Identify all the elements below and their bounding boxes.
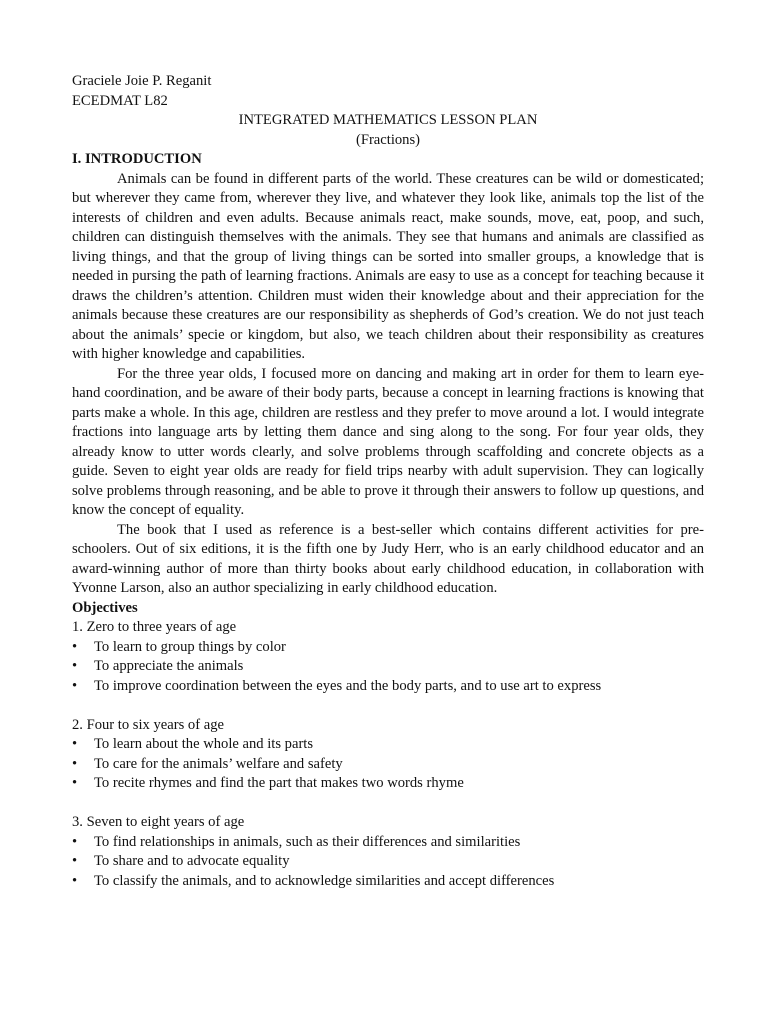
introduction-heading: I. INTRODUCTION: [72, 151, 202, 167]
document-title: INTEGRATED MATHEMATICS LESSON PLAN: [238, 112, 538, 128]
list-item-text: To find relationships in animals, such as their differences and similarities: [94, 833, 521, 850]
list-item: [72, 774, 704, 794]
bullet-icon: •: [72, 853, 78, 869]
introduction-paragraph-1: Animals can be found in different parts of the world. These creatures can be wild or domesticated; but wherever they came from, wherever they live, and whatever they look like, animals top the list of the interests of children and even adults. Because animals react, make sounds, move, eat, poop, and such, children can distinguish themselves with the animals. They see that humans and animals are classified as living things, and that the group of living things can be sorted into smaller groups, a knowledge that is needed in pursing the path of learning fractions. Animals are easy to use as a concept for teaching because it draws the children’s attention. Children must widen their knowledge about and their appreciation for the animals because these creatures are our responsibility as shepherds of God’s creation. We do not just teach about the animals’ specie or kingdom, but also, we teach children about their responsibility as creatures with higher knowledge and capabilities.: [72, 170, 704, 362]
bullet-icon: •: [72, 775, 78, 791]
objectives-list: [72, 833, 704, 892]
objectives-group-title: 3. Seven to eight years of age: [72, 814, 245, 830]
objectives-group-3: [72, 813, 704, 891]
section-spacer: [72, 696, 704, 716]
section-spacer: [72, 794, 704, 814]
introduction-paragraph-3: The book that I used as reference is a best-seller which contains different activities for pre-schoolers. Out of six editions, it is the fifth one by Judy Herr, who is an early childhood educator and an award-winning author of more than thirty books about early childhood education, in collaboration with Yvonne Larson, also an author specializing in early childhood education.: [72, 521, 704, 596]
introduction-body: [72, 170, 704, 599]
list-item: [72, 657, 704, 677]
course-code: ECEDMAT L82: [72, 92, 168, 109]
bullet-icon: •: [72, 833, 78, 850]
bullet-icon: •: [72, 677, 78, 694]
objectives-heading: Objectives: [72, 599, 138, 616]
list-item-text: To learn to group things by color: [94, 638, 286, 655]
list-item: [72, 677, 704, 697]
list-item-text: To share and to advocate equality: [94, 853, 290, 869]
list-item: [72, 833, 704, 853]
objectives-list: [72, 638, 704, 697]
bullet-icon: •: [72, 872, 78, 889]
document-page: [72, 72, 704, 891]
bullet-icon: •: [72, 658, 78, 674]
list-item: [72, 755, 704, 775]
document-subtitle: (Fractions): [355, 131, 421, 148]
objectives-list: [72, 735, 704, 794]
list-item-text: To appreciate the animals: [94, 658, 244, 674]
list-item-text: To classify the animals, and to acknowledge similarities and accept differences: [94, 872, 555, 889]
list-item-text: To care for the animals’ welfare and safety: [94, 755, 343, 772]
objectives-group-1: [72, 618, 704, 696]
list-item-text: To learn about the whole and its parts: [94, 736, 314, 752]
list-item: [72, 638, 704, 658]
list-item-text: To improve coordination between the eyes and the body parts, and to use art to express: [94, 677, 602, 694]
objectives-group-title: 2. Four to six years of age: [72, 716, 224, 733]
list-item-text: To recite rhymes and find the part that makes two words rhyme: [94, 775, 464, 791]
author-name: Graciele Joie P. Reganit: [72, 73, 212, 89]
list-item: [72, 872, 704, 892]
objectives-group-title: 1. Zero to three years of age: [72, 619, 237, 635]
bullet-icon: •: [72, 755, 78, 772]
bullet-icon: •: [72, 638, 78, 655]
list-item: [72, 852, 704, 872]
bullet-icon: •: [72, 736, 78, 752]
objectives-group-2: [72, 716, 704, 794]
introduction-paragraph-2: For the three year olds, I focused more on dancing and making art in order for them to learn eye-hand coordination, and be aware of their body parts, because a concept in learning fractions is knowing that parts make a whole. In this age, children are restless and they prefer to move around a lot. I would integrate fractions into language arts by letting them dance and sing along to the song. For four year olds, they already know to utter words clearly, and solve problems through scaffolding and concrete objects as a guide. Seven to eight year olds are ready for field trips nearby with adult supervision. They can logically solve problems through reasoning, and be able to prove it through their answers to follow up questions, and know the concept of equality.: [72, 365, 704, 518]
list-item: [72, 735, 704, 755]
